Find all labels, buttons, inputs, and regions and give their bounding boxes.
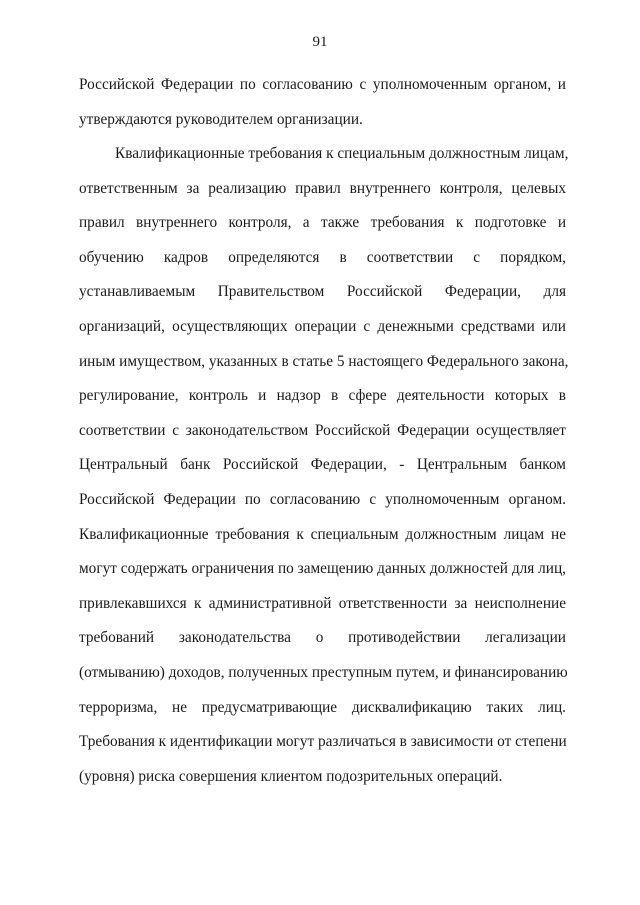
text-line: утверждаются руководителем организации. (79, 110, 363, 128)
text-line: могут содержать ограничения по замещению данных должностей для лиц, (79, 560, 566, 578)
text-line: Квалификационные требования к специальным должностным лицам не (79, 525, 566, 543)
text-line: обучению кадров определяются в соответствии с порядком, (79, 248, 566, 266)
text-line: иным имуществом, указанных в статье 5 настоящего Федерального закона, (79, 352, 569, 370)
text-line: организаций, осуществляющих операции с денежными средствами или (79, 317, 566, 335)
text-line: соответствии с законодательством Российской Федерации осуществляет (79, 421, 566, 439)
text-line: Российской Федерации по согласованию с уполномоченным органом, и (79, 76, 566, 93)
text-line: терроризма, не предусматривающие дисквалификацию таких лиц. (79, 698, 566, 716)
text-line: регулирование, контроль и надзор в сфере деятельности которых в (79, 387, 566, 405)
page-number: 91 (312, 34, 328, 50)
text-line: Центральный банк Российской Федерации, - Центральным банком (79, 456, 566, 474)
text-line: правил внутреннего контроля, а также требования к подготовке и (79, 214, 566, 232)
text-line: ответственным за реализацию правил внутреннего контроля, целевых (79, 179, 566, 197)
text-line: привлекавшихся к административной ответственности за неисполнение (79, 594, 566, 612)
text-line: Квалификационные требования к специальным должностным лицам, (115, 145, 569, 162)
paragraph-continuation (79, 68, 566, 137)
text-line: требований законодательства о противодействии легализации (79, 629, 566, 647)
text-line: Требования к идентификации могут различаться в зависимости от степени (79, 733, 567, 751)
paragraph-qualification-requirements (79, 137, 569, 794)
text-line: Российской Федерации по согласованию с уполномоченным органом. (79, 490, 566, 508)
text-line: устанавливаемым Правительством Российской Федерации, для (79, 283, 566, 301)
text-line: (уровня) риска совершения клиентом подозрительных операций. (79, 767, 503, 785)
text-line: (отмыванию) доходов, полученных преступным путем, и финансированию (79, 663, 568, 681)
